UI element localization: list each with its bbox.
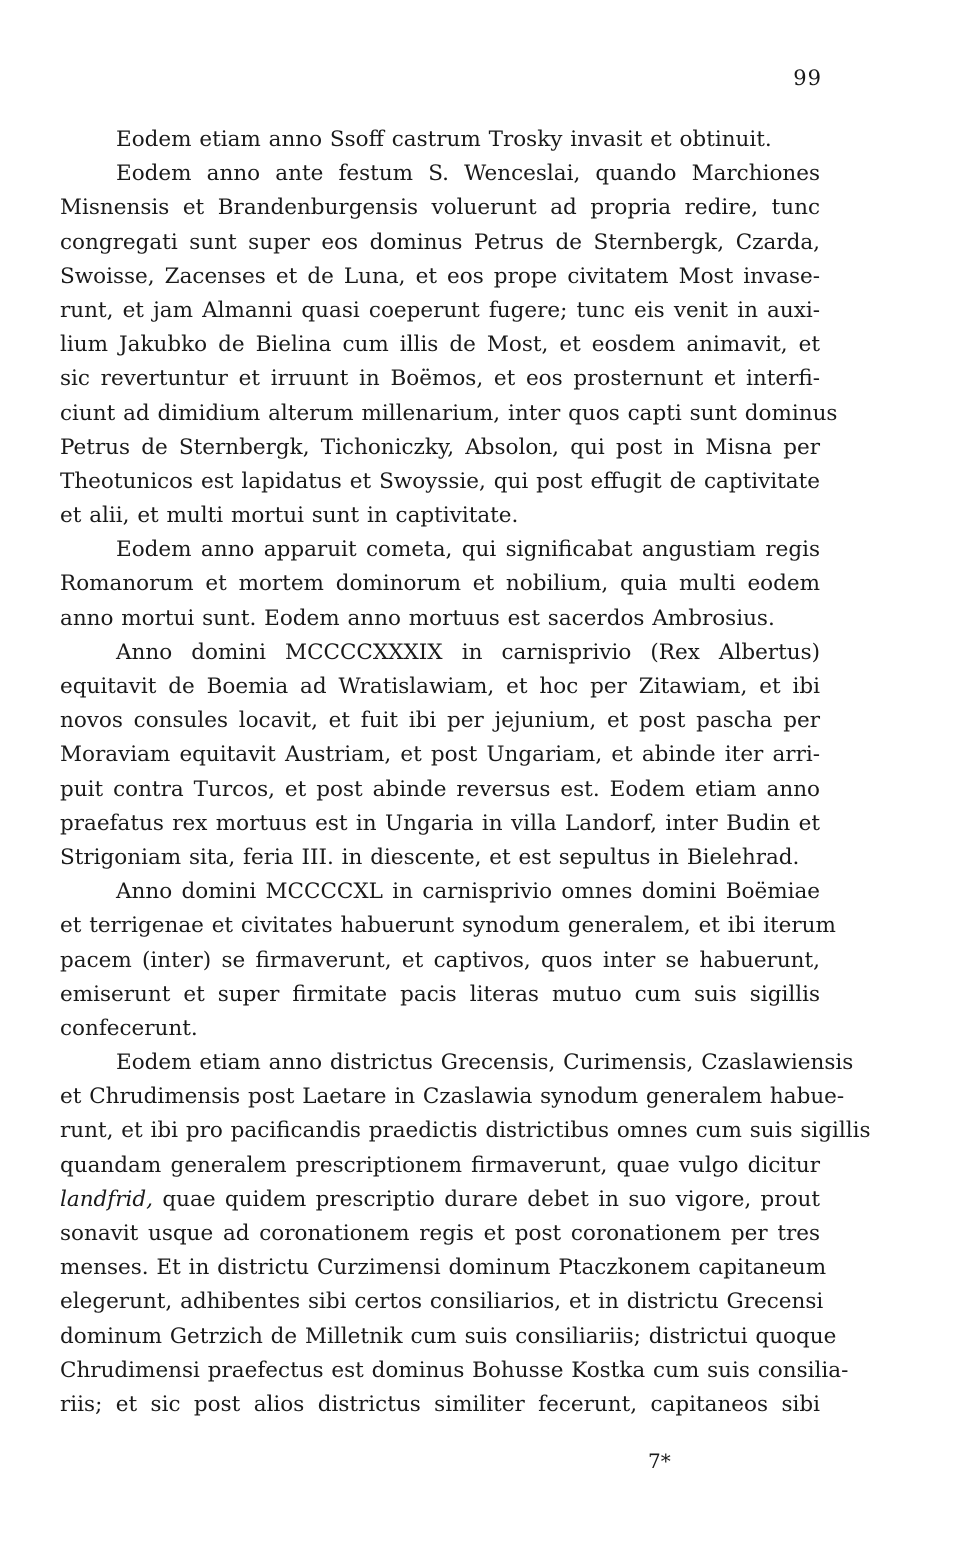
text-line: Eodem anno ante festum S. Wenceslai, quando Marchiones — [116, 161, 820, 187]
text-line: riis; et sic post alios districtus similiter fecerunt, capitaneos sibi — [60, 1391, 820, 1417]
text-line: Eodem anno apparuit cometa, qui significabat angustiam regis — [116, 537, 820, 563]
text-line: lium Jakubko de Bielina cum illis de Most, et eosdem animavit, et — [60, 332, 820, 358]
text-line: elegerunt, adhibentes sibi certos consiliarios, et in districtu Grecensi — [60, 1289, 824, 1315]
text-line: equitavit de Boemia ad Wratislawiam, et hoc per Zitawiam, et ibi — [60, 674, 820, 699]
text-line: et alii, et multi mortui sunt in captivitate. — [60, 503, 519, 529]
text-line: menses. Et in districtu Curzimensi dominum Ptaczkonem capitaneum — [60, 1255, 827, 1281]
text-line: congregati sunt super eos dominus Petrus de Sternbergk, Czarda, — [60, 229, 820, 255]
italic-word: landfrid, — [60, 1186, 154, 1212]
text-line: Anno domini MCCCCXXXIX in carnisprivio (Rex Albertus) — [116, 639, 820, 665]
text-line: runt, et ibi pro pacificandis praedictis districtibus omnes cum suis sigillis — [60, 1118, 871, 1144]
text-line: puit contra Turcos, et post abinde reversus est. Eodem etiam anno — [60, 776, 820, 802]
body-text — [60, 123, 871, 1422]
text-line: dominum Getrzich de Milletnik cum suis consiliariis; districtui quoque — [60, 1323, 837, 1349]
text-line: pacem (inter) se firmaverunt, et captivos, quos inter se habuerunt, — [60, 947, 820, 973]
text-line: quandam generalem prescriptionem firmaverunt, quae vulgo dicitur — [60, 1152, 820, 1178]
text-line: Moraviam equitavit Austriam, et post Ungariam, et abinde iter arri- — [60, 742, 820, 768]
text-line: Strigoniam sita, feria III. in diescente, et est sepultus in Bielehrad. — [60, 844, 800, 870]
text-line: Anno domini MCCCCXL in carnisprivio omnes domini Boëmiae — [116, 879, 820, 905]
text-line: novos consules locavit, et fuit ibi per jejunium, et post pascha per — [60, 708, 820, 734]
text-line: Eodem etiam anno Ssoff castrum Trosky invasit et obtinuit. — [116, 127, 772, 152]
text-line: Romanorum et mortem dominorum et nobilium, quia multi eodem — [60, 571, 820, 597]
page-number: 99 — [793, 66, 822, 90]
text-line: Chrudimensi praefectus est dominus Bohusse Kostka cum suis consilia- — [60, 1357, 849, 1383]
text-line: landfrid, quae quidem prescriptio durare debet in suo vigore, prout — [60, 1186, 820, 1212]
text-line: et terrigenae et civitates habuerunt synodum generalem, et ibi iterum — [60, 913, 836, 939]
text-line: confecerunt. — [60, 1015, 198, 1041]
text-line: praefatus rex mortuus est in Ungaria in villa Landorf, inter Budin et — [60, 810, 820, 836]
signature-mark: 7* — [648, 1449, 671, 1473]
text-line: sonavit usque ad coronationem regis et post coronationem per tres — [60, 1221, 820, 1246]
text-line: anno mortui sunt. Eodem anno mortuus est sacerdos Ambrosius. — [60, 605, 775, 631]
text-line: Misnensis et Brandenburgensis voluerunt ad propria redire, tunc — [60, 195, 820, 221]
text-line: ciunt ad dimidium alterum millenarium, inter quos capti sunt dominus — [60, 400, 838, 426]
text-line: Theotunicos est lapidatus et Swoyssie, qui post effugit de captivitate — [60, 468, 820, 494]
text-line: sic revertuntur et irruunt in Boëmos, et eos prosternunt et interfi- — [60, 366, 820, 392]
text-line: runt, et jam Almanni quasi coeperunt fugere; tunc eis venit in auxi- — [60, 297, 820, 323]
text-line: Eodem etiam anno districtus Grecensis, Curimensis, Czaslawiensis — [116, 1050, 854, 1076]
text-line: et Chrudimensis post Laetare in Czaslawia synodum generalem habue- — [60, 1084, 845, 1110]
text-line: emiserunt et super firmitate pacis literas mutuo cum suis sigillis — [60, 981, 820, 1007]
text-line: Swoisse, Zacenses et de Luna, et eos prope civitatem Most invase- — [60, 263, 820, 289]
text-line: Petrus de Sternbergk, Tichoniczky, Absolon, qui post in Misna per — [60, 434, 820, 460]
